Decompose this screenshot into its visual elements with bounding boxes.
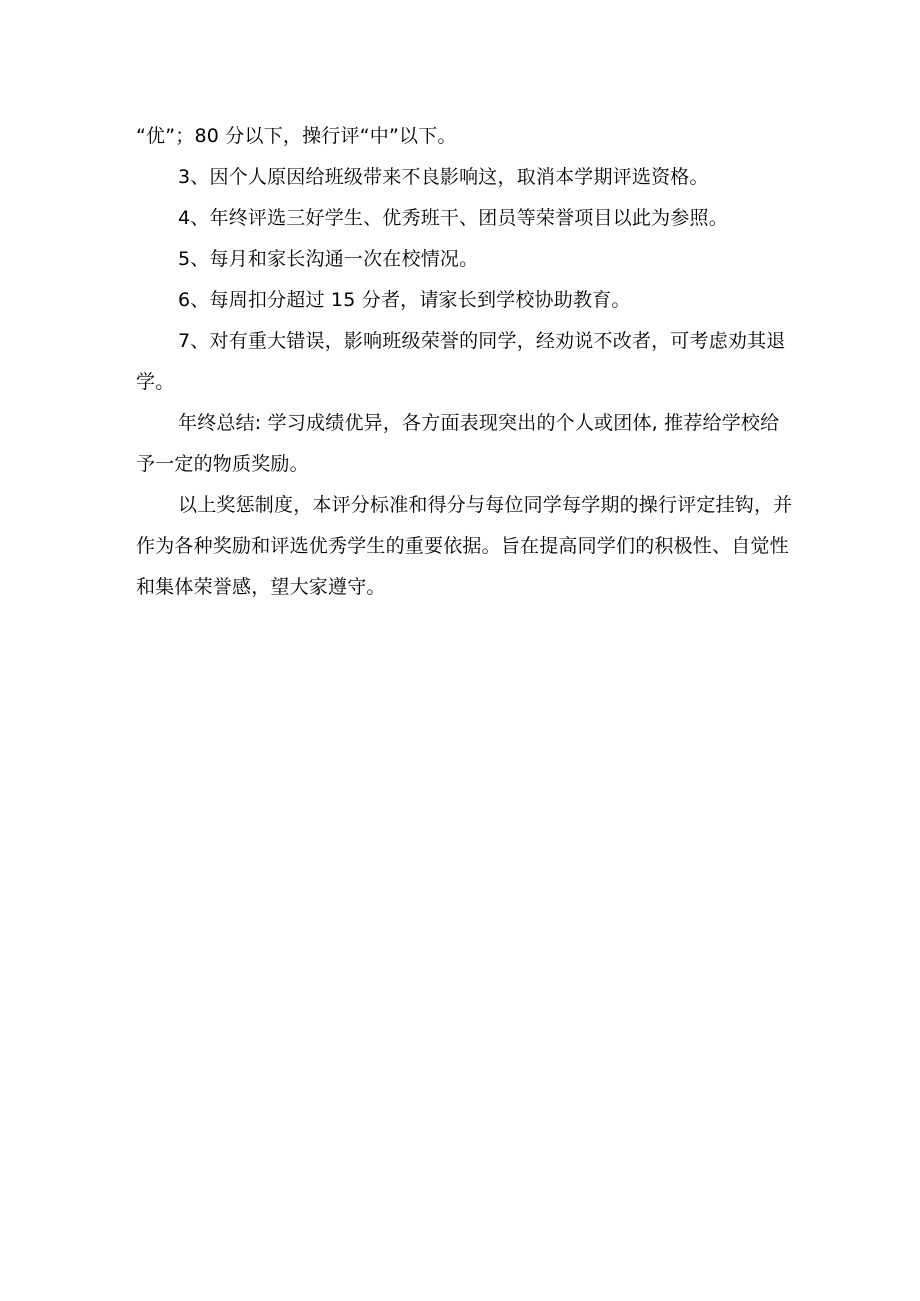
paragraph-rule-5: 5、每月和家长沟通一次在校情况。	[178, 248, 479, 270]
paragraph-rule-4: 4、年终评选三好学生、优秀班干、团员等荣誉项目以此为参照。	[178, 207, 728, 229]
paragraph-rule-6: 6、每周扣分超过 15 分者，请家长到学校协助教育。	[178, 289, 631, 311]
document-body	[136, 116, 796, 608]
paragraph-rule-7: 7、对有重大错误，影响班级荣誉的同学，经劝说不改者，可考虑劝其退学。	[136, 330, 786, 393]
paragraph-closing-note: 以上奖惩制度，本评分标准和得分与每位同学每学期的操行评定挂钩，并作为各种奖励和评选优秀学生的重要依据。旨在提高同学们的积极性、自觉性和集体荣誉感，望大家遵守。	[136, 494, 793, 598]
paragraph-year-end-summary: 年终总结: 学习成绩优异，各方面表现突出的个人或团体, 推荐给学校给予一定的物质奖励。	[136, 412, 780, 475]
paragraph-continuation: “优”；80 分以下，操行评“中”以下。	[136, 125, 457, 147]
paragraph-rule-3: 3、因个人原因给班级带来不良影响这，取消本学期评选资格。	[178, 166, 709, 188]
